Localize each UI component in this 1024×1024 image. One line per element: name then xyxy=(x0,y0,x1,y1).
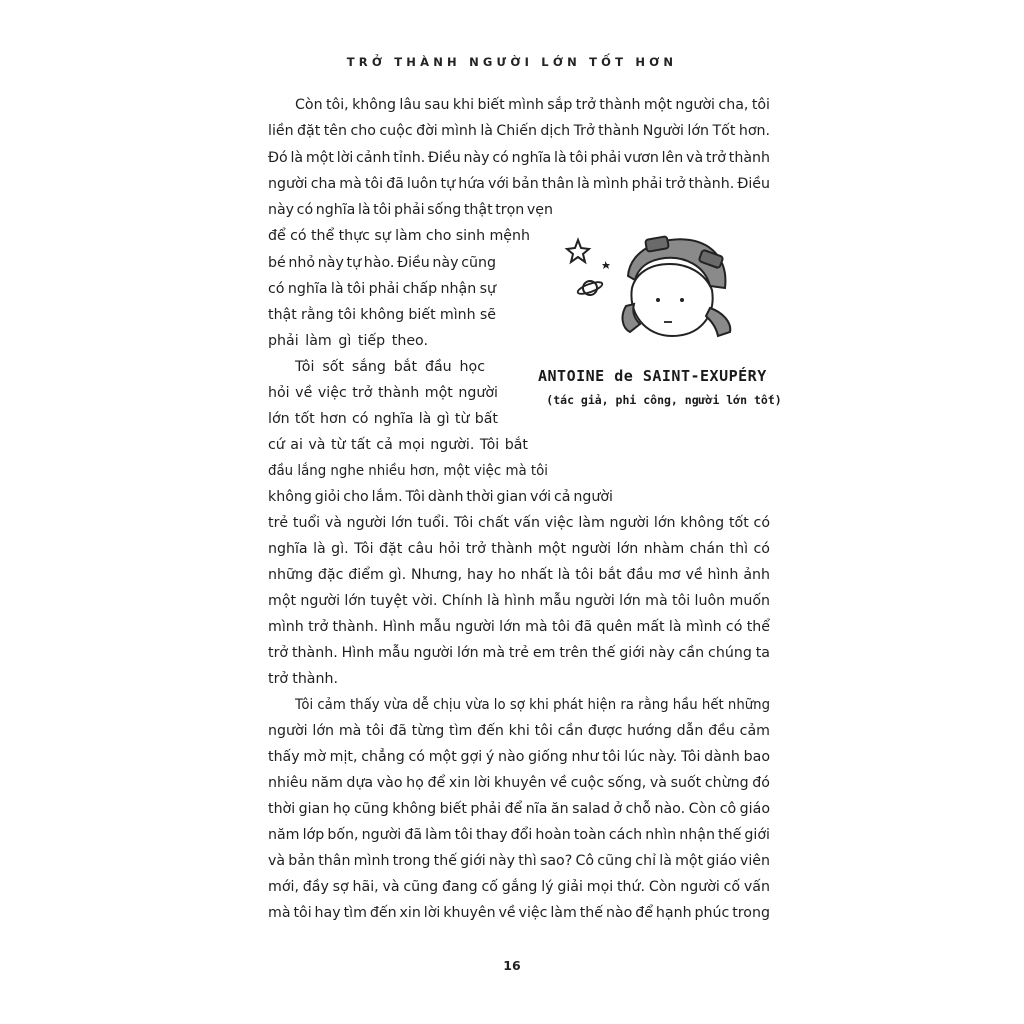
page-number: 16 xyxy=(503,958,521,973)
running-header: TRỞ THÀNH NGƯỜI LỚN TỐT HƠN xyxy=(346,55,678,69)
body-line: liền đặt tên cho cuộc đời mình là Chiến dịch Trở thành Người lớn Tốt hơn. xyxy=(268,123,770,139)
body-line: người lớn mà tôi đã từng tìm đến khi tôi cần được hướng dẫn đều cảm xyxy=(268,723,770,739)
body-line: mình trở thành. Hình mẫu người lớn mà tôi đã quên mất là mình có thể xyxy=(268,619,770,635)
body-line: có nghĩa là tôi phải chấp nhận sự xyxy=(268,281,496,297)
body-line: nghĩa là gì. Tôi đặt câu hỏi trở thành một người lớn nhàm chán thì có xyxy=(268,541,770,557)
body-line: thời gian họ cũng không biết phải để nĩa ăn salad ở chỗ nào. Còn cô giáo xyxy=(268,801,770,817)
body-line: không giỏi cho lắm. Tôi dành thời gian với cả người xyxy=(268,489,613,505)
body-line: một người lớn tuyệt vời. Chính là hình mẫu người lớn mà tôi luôn muốn xyxy=(268,593,770,609)
body-line: những đặc điểm gì. Nhưng, hay ho nhất là tôi bắt đầu mơ về hình ảnh xyxy=(268,567,770,583)
body-line: Tôi cảm thấy vừa dễ chịu vừa lo sợ khi phát hiện ra rằng hầu hết những xyxy=(295,697,770,713)
body-line: thấy mờ mịt, chẳng có một gợi ý nào giống như tôi lúc này. Tôi dành bao xyxy=(268,749,770,765)
body-line: Tôi sốt sắng bắt đầu học xyxy=(295,359,485,375)
body-line: bé nhỏ này tự hào. Điều này cũng xyxy=(268,255,496,271)
body-line: để có thể thực sự làm cho sinh mệnh xyxy=(268,228,530,244)
illustration-caption-name: ANTOINE de SAINT-EXUPÉRY xyxy=(538,367,767,385)
small-star-icon xyxy=(602,261,610,269)
body-line: thật rằng tôi không biết mình sẽ xyxy=(268,307,496,323)
star-icon xyxy=(567,240,589,262)
body-line: mà tôi hay tìm đến xin lời khuyên về việc làm thế nào để hạnh phúc trong xyxy=(268,905,770,921)
body-line: trở thành. xyxy=(268,671,338,687)
body-line: trẻ tuổi và người lớn tuổi. Tôi chất vấn việc làm người lớn không tốt có xyxy=(268,515,770,531)
body-line: nhiêu năm dựa vào họ để xin lời khuyên về cuộc sống, và suốt chừng đó xyxy=(268,775,770,791)
body-line: năm lớp bốn, người đã làm tôi thay đổi hoàn toàn cách nhìn nhận thế giới xyxy=(268,827,770,843)
body-line: mới, đầy sợ hãi, và cũng đang cố gắng lý giải mọi thứ. Còn người cố vấn xyxy=(268,879,770,895)
character-illustration xyxy=(560,228,780,348)
body-line: phải làm gì tiếp theo. xyxy=(268,333,428,349)
body-line: này có nghĩa là tôi phải sống thật trọn vẹn xyxy=(268,202,553,218)
body-line: trở thành. Hình mẫu người lớn mà trẻ em trên thế giới này cần chúng ta xyxy=(268,645,770,661)
body-line: hỏi về việc trở thành một người xyxy=(268,385,498,401)
body-line: đầu lắng nghe nhiều hơn, một việc mà tôi xyxy=(268,463,548,479)
illustration-caption-description: (tác giả, phi công, người lớn tốt) xyxy=(546,393,782,407)
body-line: Còn tôi, không lâu sau khi biết mình sắp trở thành một người cha, tôi xyxy=(295,97,770,113)
body-line: lớn tốt hơn có nghĩa là gì từ bất xyxy=(268,411,498,427)
body-line: và bản thân mình trong thế giới này thì sao? Cô cũng chỉ là một giáo viên xyxy=(268,853,770,869)
body-line: cứ ai và từ tất cả mọi người. Tôi bắt xyxy=(268,437,528,453)
body-line: người cha mà tôi đã luôn tự hứa với bản thân là mình phải trở thành. Điều xyxy=(268,176,770,192)
body-line: Đó là một lời cảnh tỉnh. Điều này có nghĩa là tôi phải vươn lên và trở thành xyxy=(268,150,770,166)
